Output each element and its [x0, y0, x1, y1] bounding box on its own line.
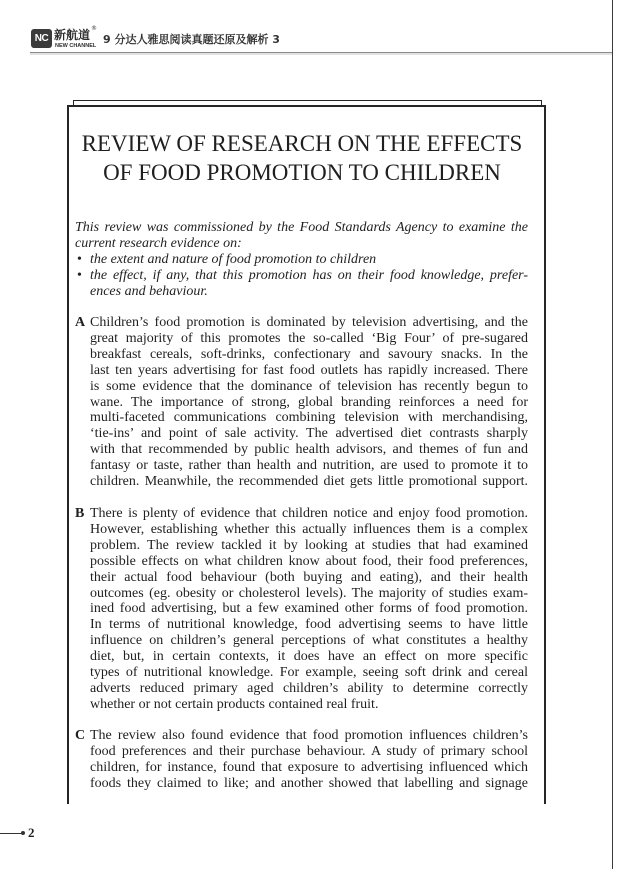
intro-line: This review was commissioned by the Food Standards Agency to examine the: [75, 220, 528, 235]
footer-dot: [21, 831, 25, 835]
paragraph-line: possible effects on what children know about food, their food preferences,: [90, 553, 528, 569]
bullet-line: the extent and nature of food promotion to children: [90, 251, 377, 267]
paragraph-line: last ten years advertising for fast food outlets has rapidly increased. There: [90, 362, 528, 378]
paragraph-line: multi-faceted communications combining television with merchandising,: [90, 410, 528, 426]
article-intro: [75, 220, 528, 300]
paragraph-letter: C: [75, 728, 86, 743]
bullet-line: the effect, if any, that this promotion has on their food knowledge, prefer-: [90, 267, 528, 283]
paragraph-line: foods they claimed to like; and another showed that labelling and signage: [90, 775, 528, 791]
book-title: 9 分达人雅思阅读真题还原及解析 3: [103, 33, 280, 46]
footer-rule: [0, 833, 22, 834]
paragraph-body: [90, 315, 528, 490]
page-edge-rule: [612, 0, 613, 869]
intro-bullet-item: [75, 252, 528, 268]
header-rule-shadow: [30, 53, 612, 55]
paragraph-line: diet, but, in certain contexts, it does have an effect on more specific: [90, 649, 528, 665]
bullet-marker: •: [77, 251, 82, 267]
paragraph-line: However, establishing whether this actually influences them is a complex: [90, 521, 528, 537]
article-title-line: REVIEW OF RESEARCH ON THE EFFECTS: [81, 131, 523, 156]
paragraph-line: children. Meanwhile, the recommended diet gets little promotional support.: [90, 474, 528, 490]
paragraph-line: food preferences and their purchase behaviour. A study of primary school: [90, 743, 528, 759]
paragraph-line: ‘tie-ins’ and point of sale activity. The advertised diet contrasts sharply: [90, 426, 528, 442]
paragraph-line: is some evidence that the dominance of television has recently begun to: [90, 378, 528, 394]
bullet-marker: •: [77, 267, 82, 283]
logo-mark: NC: [31, 29, 52, 48]
paragraph-line: fantasy or taste, rather than health and nutrition, are used to promote it to: [90, 458, 528, 474]
bullet-line: ences and behaviour.: [90, 283, 208, 299]
paragraph-line: Children’s food promotion is dominated by television advertising, and the: [90, 315, 528, 330]
page-number: 2: [28, 825, 35, 840]
logo-wordmark: 新航道: [54, 28, 91, 42]
paragraph-line: In terms of nutritional knowledge, food advertising seems to have little: [90, 617, 528, 633]
article-title: [74, 129, 530, 187]
paragraph-line: ined food advertising, but a few examined other forms of food promotion.: [90, 601, 528, 617]
paragraph-line: breakfast cereals, soft-drinks, confectionary and savoury snacks. In the: [90, 346, 528, 362]
paragraph-line: with that recommended by public health advisors, and themes of fun and: [90, 442, 528, 458]
paragraph-line: types of nutritional knowledge. For example, seeing soft drink and cereal: [90, 665, 528, 681]
paragraph-body: [90, 728, 528, 792]
paragraph-letter: B: [75, 506, 85, 521]
paragraph-line: whether or not certain products contained real fruit.: [90, 696, 379, 712]
paragraph-line: wane. The importance of strong, global branding reinforces a need for: [90, 394, 528, 410]
article-title-line: OF FOOD PROMOTION TO CHILDREN: [103, 160, 501, 185]
paragraph-line: outcomes (eg. obesity or cholesterol levels). The majority of studies exam-: [90, 585, 528, 601]
paragraph-letter: A: [75, 315, 86, 330]
intro-line: current research evidence on:: [75, 235, 242, 251]
paragraph-body: [90, 506, 528, 713]
paragraph-line: There is plenty of evidence that children notice and enjoy food promotion.: [90, 506, 528, 521]
paragraph-line: children, for instance, found that exposure to advertising influenced which: [90, 759, 528, 775]
registered-mark: ®: [91, 25, 97, 32]
paragraph-line: problem. The review tackled it by looking at studies that had examined: [90, 537, 528, 553]
logo-subtext: NEW CHANNEL: [55, 43, 97, 49]
paragraph-line: The review also found evidence that food promotion influences children’s: [90, 728, 528, 743]
paragraph-line: great majority of this promotes the so-called ‘Big Four’ of pre-sugared: [90, 330, 528, 346]
paragraph-line: adverts reduced primary aged children’s ability to determine correctly: [90, 680, 528, 696]
paragraph-line: their actual food behaviour (both buying and eating), and their health: [90, 569, 528, 585]
paragraph-line: influence on children’s general perceptions of what constitutes a healthy: [90, 633, 528, 649]
intro-bullet-item: [75, 268, 528, 300]
bullet-text: [90, 252, 528, 268]
bullet-text: [90, 268, 528, 300]
